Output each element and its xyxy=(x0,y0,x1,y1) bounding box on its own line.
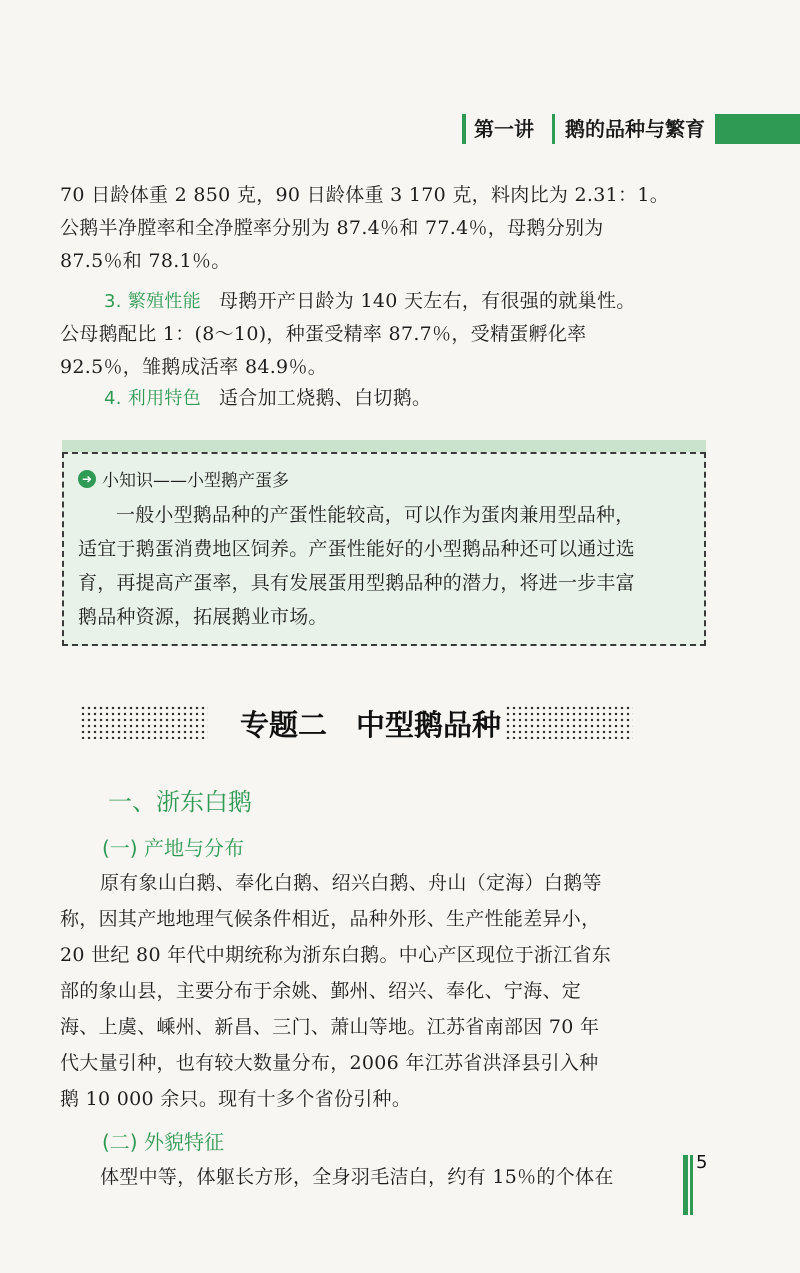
knowledge-line: 一般小型鹅品种的产蛋性能较高，可以作为蛋肉兼用型品种， xyxy=(116,504,635,526)
breeding-label: 3. 繁殖性能 xyxy=(104,291,201,312)
body-line: 20 世纪 80 年代中期统称为浙东白鹅。中心产区现位于浙江省东 xyxy=(60,944,612,966)
page-number-bar xyxy=(683,1155,688,1215)
section-title: 专题二 中型鹅品种 xyxy=(240,708,502,742)
body-line: 公母鹅配比 1：(8～10)，种蛋受精率 87.7％，受精蛋孵化率 xyxy=(60,323,587,345)
knowledge-line: 鹅品种资源，拓展鹅业市场。 xyxy=(78,606,328,628)
running-header xyxy=(462,112,718,146)
knowledge-line: 育，再提高产蛋率，具有发展蛋用型鹅品种的潜力，将进一步丰富 xyxy=(78,572,635,594)
breeding-line: 3. 繁殖性能 母鹅开产日龄为 140 天左右，有很强的就巢性。 xyxy=(104,290,636,312)
body-line: 海、上虞、嵊州、新昌、三门、萧山等地。江苏省南部因 70 年 xyxy=(60,1016,600,1038)
decorative-dots-left xyxy=(80,705,208,739)
body-line: 鹅 10 000 余只。现有十多个省份引种。 xyxy=(60,1088,412,1110)
subheading-origin: (一) 产地与分布 xyxy=(102,836,244,860)
page-number-bar xyxy=(690,1155,693,1215)
body-line: 称，因其产地地理气候条件相近，品种外形、生产性能差异小， xyxy=(60,908,601,930)
knowledge-line: 适宜于鹅蛋消费地区饲养。产蛋性能好的小型鹅品种还可以通过选 xyxy=(78,538,635,560)
body-line: 体型中等，体躯长方形，全身羽毛洁白，约有 15％的个体在 xyxy=(100,1166,614,1188)
decorative-dots-right xyxy=(505,705,633,739)
body-line: 原有象山白鹅、奉化白鹅、绍兴白鹅、舟山（定海）白鹅等 xyxy=(100,872,602,894)
body-line: 代大量引种，也有较大数量分布，2006 年江苏省洪泽县引入种 xyxy=(60,1052,599,1074)
usage-line: 4. 利用特色 适合加工烧鹅、白切鹅。 xyxy=(104,387,432,409)
usage-label: 4. 利用特色 xyxy=(104,388,201,409)
body-line: 公鹅半净膛率和全净膛率分别为 87.4％和 77.4％，母鹅分别为 xyxy=(60,217,604,239)
body-line: 部的象山县，主要分布于余姚、鄞州、绍兴、奉化、宁海、定 xyxy=(60,980,582,1002)
body-line: 92.5％，雏鹅成活率 84.9％。 xyxy=(60,356,328,378)
body-line: 87.5％和 78.1％。 xyxy=(60,250,231,272)
knowledge-title: ➜ 小知识——小型鹅产蛋多 xyxy=(78,466,289,491)
arrow-right-icon: ➜ xyxy=(78,470,96,488)
breed-heading: 一、浙东白鹅 xyxy=(108,788,252,816)
page-number: 5 xyxy=(696,1152,708,1173)
chapter-title: 鹅的品种与繁育 xyxy=(552,114,718,144)
subheading-appearance: (二) 外貌特征 xyxy=(102,1130,224,1154)
lecture-label: 第一讲 xyxy=(462,114,542,144)
body-line: 70 日龄体重 2 850 克，90 日龄体重 3 170 克，料肉比为 2.31：1。 xyxy=(60,184,670,206)
